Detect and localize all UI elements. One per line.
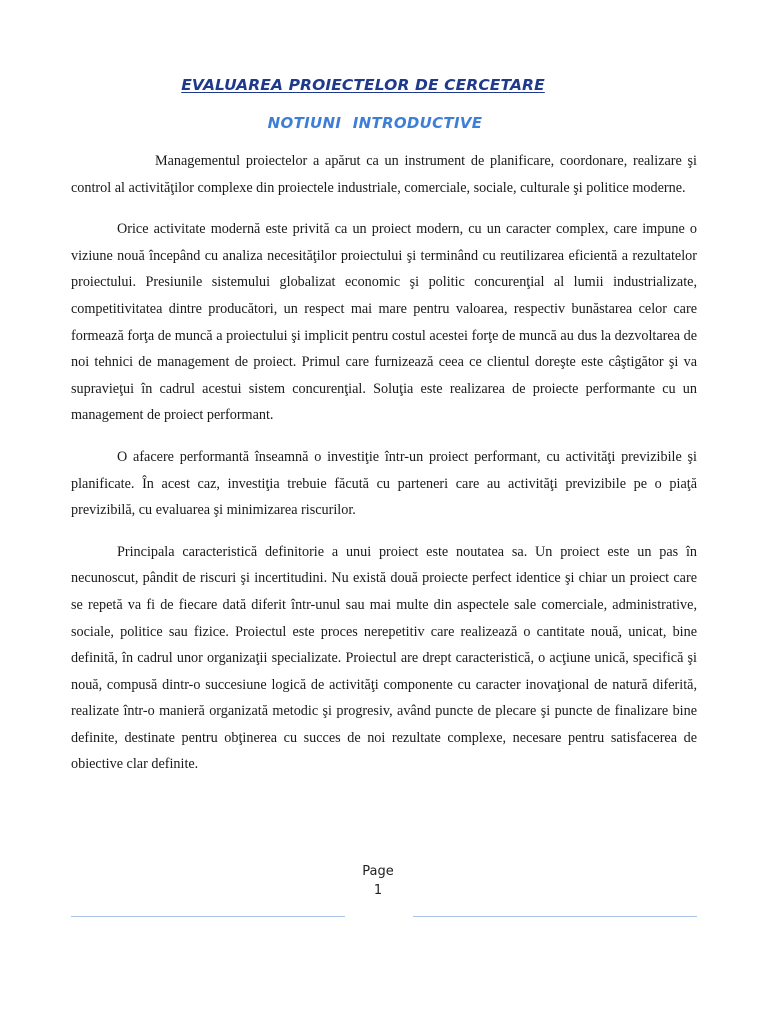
page-footer (71, 862, 697, 932)
page-number: 1 (373, 883, 383, 898)
page-number-block (333, 862, 423, 900)
page-label: Page (362, 864, 394, 879)
paragraph-2: Orice activitate modernă este privită ca un proiect modern, cu un caracter complex, care impune o viziune nouă începând cu analiza necesităţilor proiectului şi terminând cu reutilizarea eficientă a rezultatelor proiectului. Presiunile sistemului globalizat economic şi politic concurenţial al lumii industrializate, competitivitatea dintre producători, un respect mai mare pentru valoarea, respectiv bunăstarea celor care formează forţa de muncă a proiectului şi implicit pentru costul acestei forţe de muncă au dus la dezvoltarea de noi tehnici de management de proiect. Primul care furnizează ceea ce clientul doreşte este câştigător şi va supravieţui în cadrul acestui sistem concurenţial. Soluţia este realizarea de proiecte performante cu un management de proiect performant. (71, 221, 697, 424)
document-body (71, 148, 697, 793)
paragraph-1: Managementul proiectelor a apărut ca un instrument de planificare, coordonare, realizare şi control al activităţilor complexe din proiectele industriale, comerciale, sociale, culturale şi politice moderne. (71, 153, 697, 196)
document-subtitle: NOTIUNI INTRODUCTIVE (267, 114, 483, 132)
paragraph-3: O afacere performantă înseamnă o investiţie într-un proiect performant, cu activităţi previzibile şi planificate. În acest caz, investiţia trebuie făcută cu parteneri care au activităţi previzibile pe o piaţă previzibilă, cu evaluarea şi minimizarea riscurilor. (71, 448, 697, 519)
paragraph-4: Principala caracteristică definitorie a unui proiect este noutatea sa. Un proiect este un pas în necunoscut, pândit de riscuri şi incertitudini. Nu există două proiecte perfect identice şi chiar un proiect care se repetă va fi de fiecare dată diferit într-unul sau mai multe din aspectele sale comerciale, administrative, sociale, politice sau fizice. Proiectul este proces nerepetitiv care realizează o cantitate nouă, unicat, bine definită, în cadrul unor organizaţii specializate. Proiectul are drept caracteristică, o acţiune unică, specifică şi nouă, compusă dintr-o succesiune logică de activităţi componente cu caracter inovaţional de natură diferită, realizate într-o manieră organizată metodic şi progresiv, având puncte de plecare şi puncte de finalizare bine definite, destinate pentru obţinerea cu succes de noi rezultate complexe, necesare pentru satisfacerea de obiective clar definite. (71, 543, 697, 773)
footer-rule-left (71, 916, 345, 917)
document-title: EVALUAREA PROIECTELOR DE CERCETARE (181, 76, 545, 94)
footer-rule-right (413, 916, 697, 917)
